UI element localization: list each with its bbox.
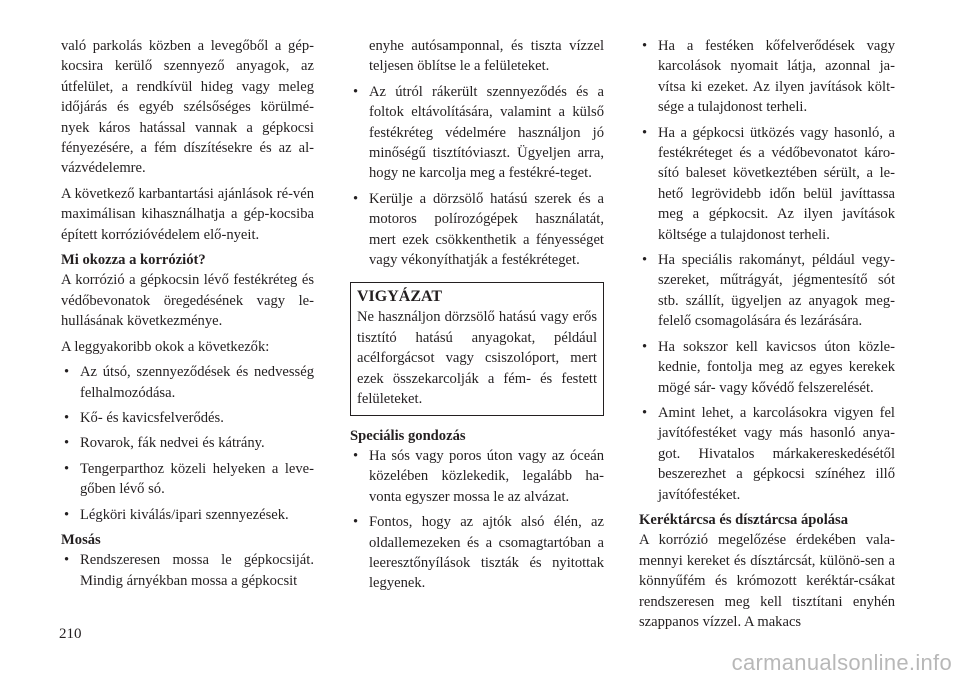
bullet-icon: • — [353, 514, 359, 531]
list-item: • Kő- és kavicsfelverődés. — [61, 408, 314, 428]
bullet-icon: • — [353, 447, 359, 464]
paragraph-common-causes: A leggyakoribb okok a következők: — [61, 338, 270, 355]
warning-text: Ne használjon dörzsölő hatású vagy erős tisztító hatású anyagokat, például acélforgácsot vagy csiszolóport, mert ezek összekarcolják a fém- és festett felületeket. — [357, 309, 597, 408]
list-item: • Kerülje a dörzsölő hatású szerek és a motoros polírozógépek használatát, mert ezek csökkenthetik a fényességet vagy vékonyíthatják a festékréteget. — [350, 189, 604, 271]
column-2 — [350, 36, 604, 599]
bullet-icon: • — [64, 364, 70, 381]
list-item: • Az útról rákerült szennyeződés és a foltok eltávolítására, valamint a külső festékréteg védelmére használjon jó minőségű tisztítóviaszt. Ügyeljen arra, hogy ne karcolja meg a festékré-teget. — [350, 82, 604, 184]
bullet-icon: • — [642, 404, 648, 421]
list-item: • Rendszeresen mossa le gépkocsiját. Mindig árnyékban mossa a gépkocsit — [61, 550, 314, 591]
bullet-icon: • — [64, 460, 70, 477]
list-item: • Ha a festéken kőfelverődések vagy karcolások nyomait látja, azonnal ja-vítsa ki ezeket. Az ilyen javítások költ-sége a tulajdonost terheli. — [639, 36, 895, 118]
bullet-icon: • — [64, 506, 70, 523]
watermark: carmanualsonline.info — [731, 650, 952, 675]
paragraph-recommendations: A következő karbantartási ajánlások ré-vén maximálisan kihasználhatja a gép-kocsiba épített korrózióvédelem elő-nyeit. — [61, 185, 314, 243]
bullet-icon: • — [642, 338, 648, 355]
warning-box — [350, 282, 604, 415]
list-item: • Ha a gépkocsi ütközés vagy hasonló, a festékréteget és a védőbevonatot káro-sító baleset következtében sérült, a le-hető legrövidebb időn belül javíttassa meg a gépkocsit. Az ilyen javítások költsége a tulajdonost terheli. — [639, 123, 895, 245]
paragraph-corrosion-definition: A korrózió a gépkocsin lévő festékréteg és védőbevonatok öregedésének vagy le-hullásának következménye. — [61, 272, 314, 330]
bullet-icon: • — [642, 38, 648, 54]
list-item: • Az útsó, szennyeződések és nedvesség felhalmozódása. — [61, 362, 314, 403]
heading-special-care: Speciális gondozás — [350, 427, 466, 444]
paragraph-intro: való parkolás közben a levegőből a gép-kocsira kerülő szennyező anyagok, az útfelület, a rendkívül hideg vagy meleg időjárás és egyéb szélsőséges körülmé-nyek káros hatással vannak a gépkocsi fényezésére, a fém díszítésekre és az al-vázvédelemre. — [61, 38, 314, 177]
bullet-icon: • — [64, 552, 70, 569]
column-1 — [61, 36, 314, 596]
page-number: 210 — [59, 626, 82, 642]
list-item: • Ha sós vagy poros úton vagy az óceán közelében közlekedik, legalább ha-vonta egyszer mossa le az alvázat. — [350, 446, 604, 507]
list-item: • Ha sokszor kell kavicsos úton közle-kednie, fontolja meg az egyes kerekek mögé sár- vagy kővédő felszerelését. — [639, 337, 895, 398]
paragraph-wheel-cleaning: A korrózió megelőzése érdekében vala-mennyi kereket és dísztárcsát, különö-sen a könnyűfém és krómozott keréktár-csákat rendszeresen meg kell tisztítani enyhén szappanos vízzel. A makacs — [639, 532, 895, 630]
bullet-icon: • — [642, 124, 648, 141]
heading-corrosion-cause: Mi okozza a korróziót? — [61, 252, 206, 269]
list-item: • Fontos, hogy az ajtók alsó élén, az oldallemezeken és a csomagtartóban a leeresztőnyílások tiszták és nyitottak legyenek. — [350, 512, 604, 594]
list-item: • Légköri kiválás/ipari szennyezések. — [61, 505, 314, 525]
list-item: • Tengerparthoz közeli helyeken a leve-gőben lévő só. — [61, 459, 314, 500]
bullet-icon: • — [64, 435, 70, 452]
warning-title: VIGYÁZAT — [357, 288, 443, 306]
list-item: • Rovarok, fák nedvei és kátrány. — [61, 433, 314, 453]
bullet-icon: • — [642, 252, 648, 269]
column-3 — [639, 36, 895, 637]
bullet-icon: • — [353, 190, 359, 207]
heading-washing: Mosás — [61, 531, 101, 548]
heading-wheel-care: Keréktárcsa és dísztárcsa ápolása — [639, 511, 849, 528]
bullet-icon: • — [64, 409, 70, 426]
list-item: • Ha speciális rakományt, például vegy-szereket, műtrágyát, jégmentesítő sót stb. szállít, ügyeljen az anyagok meg-felelő csomagolására és lezárására. — [639, 250, 895, 332]
list-item: • Amint lehet, a karcolásokra vigyen fel javítófestéket vagy más hasonló anya-got. Hivatalos márkakereskedésétől beszerezhet a gépkocsi színéhez illő javítófestéket. — [639, 403, 895, 505]
bullet-icon: • — [353, 83, 359, 100]
list-item-continuation: enyhe autósamponnal, és tiszta vízzel teljesen öblítse le a felületeket. — [369, 38, 604, 75]
